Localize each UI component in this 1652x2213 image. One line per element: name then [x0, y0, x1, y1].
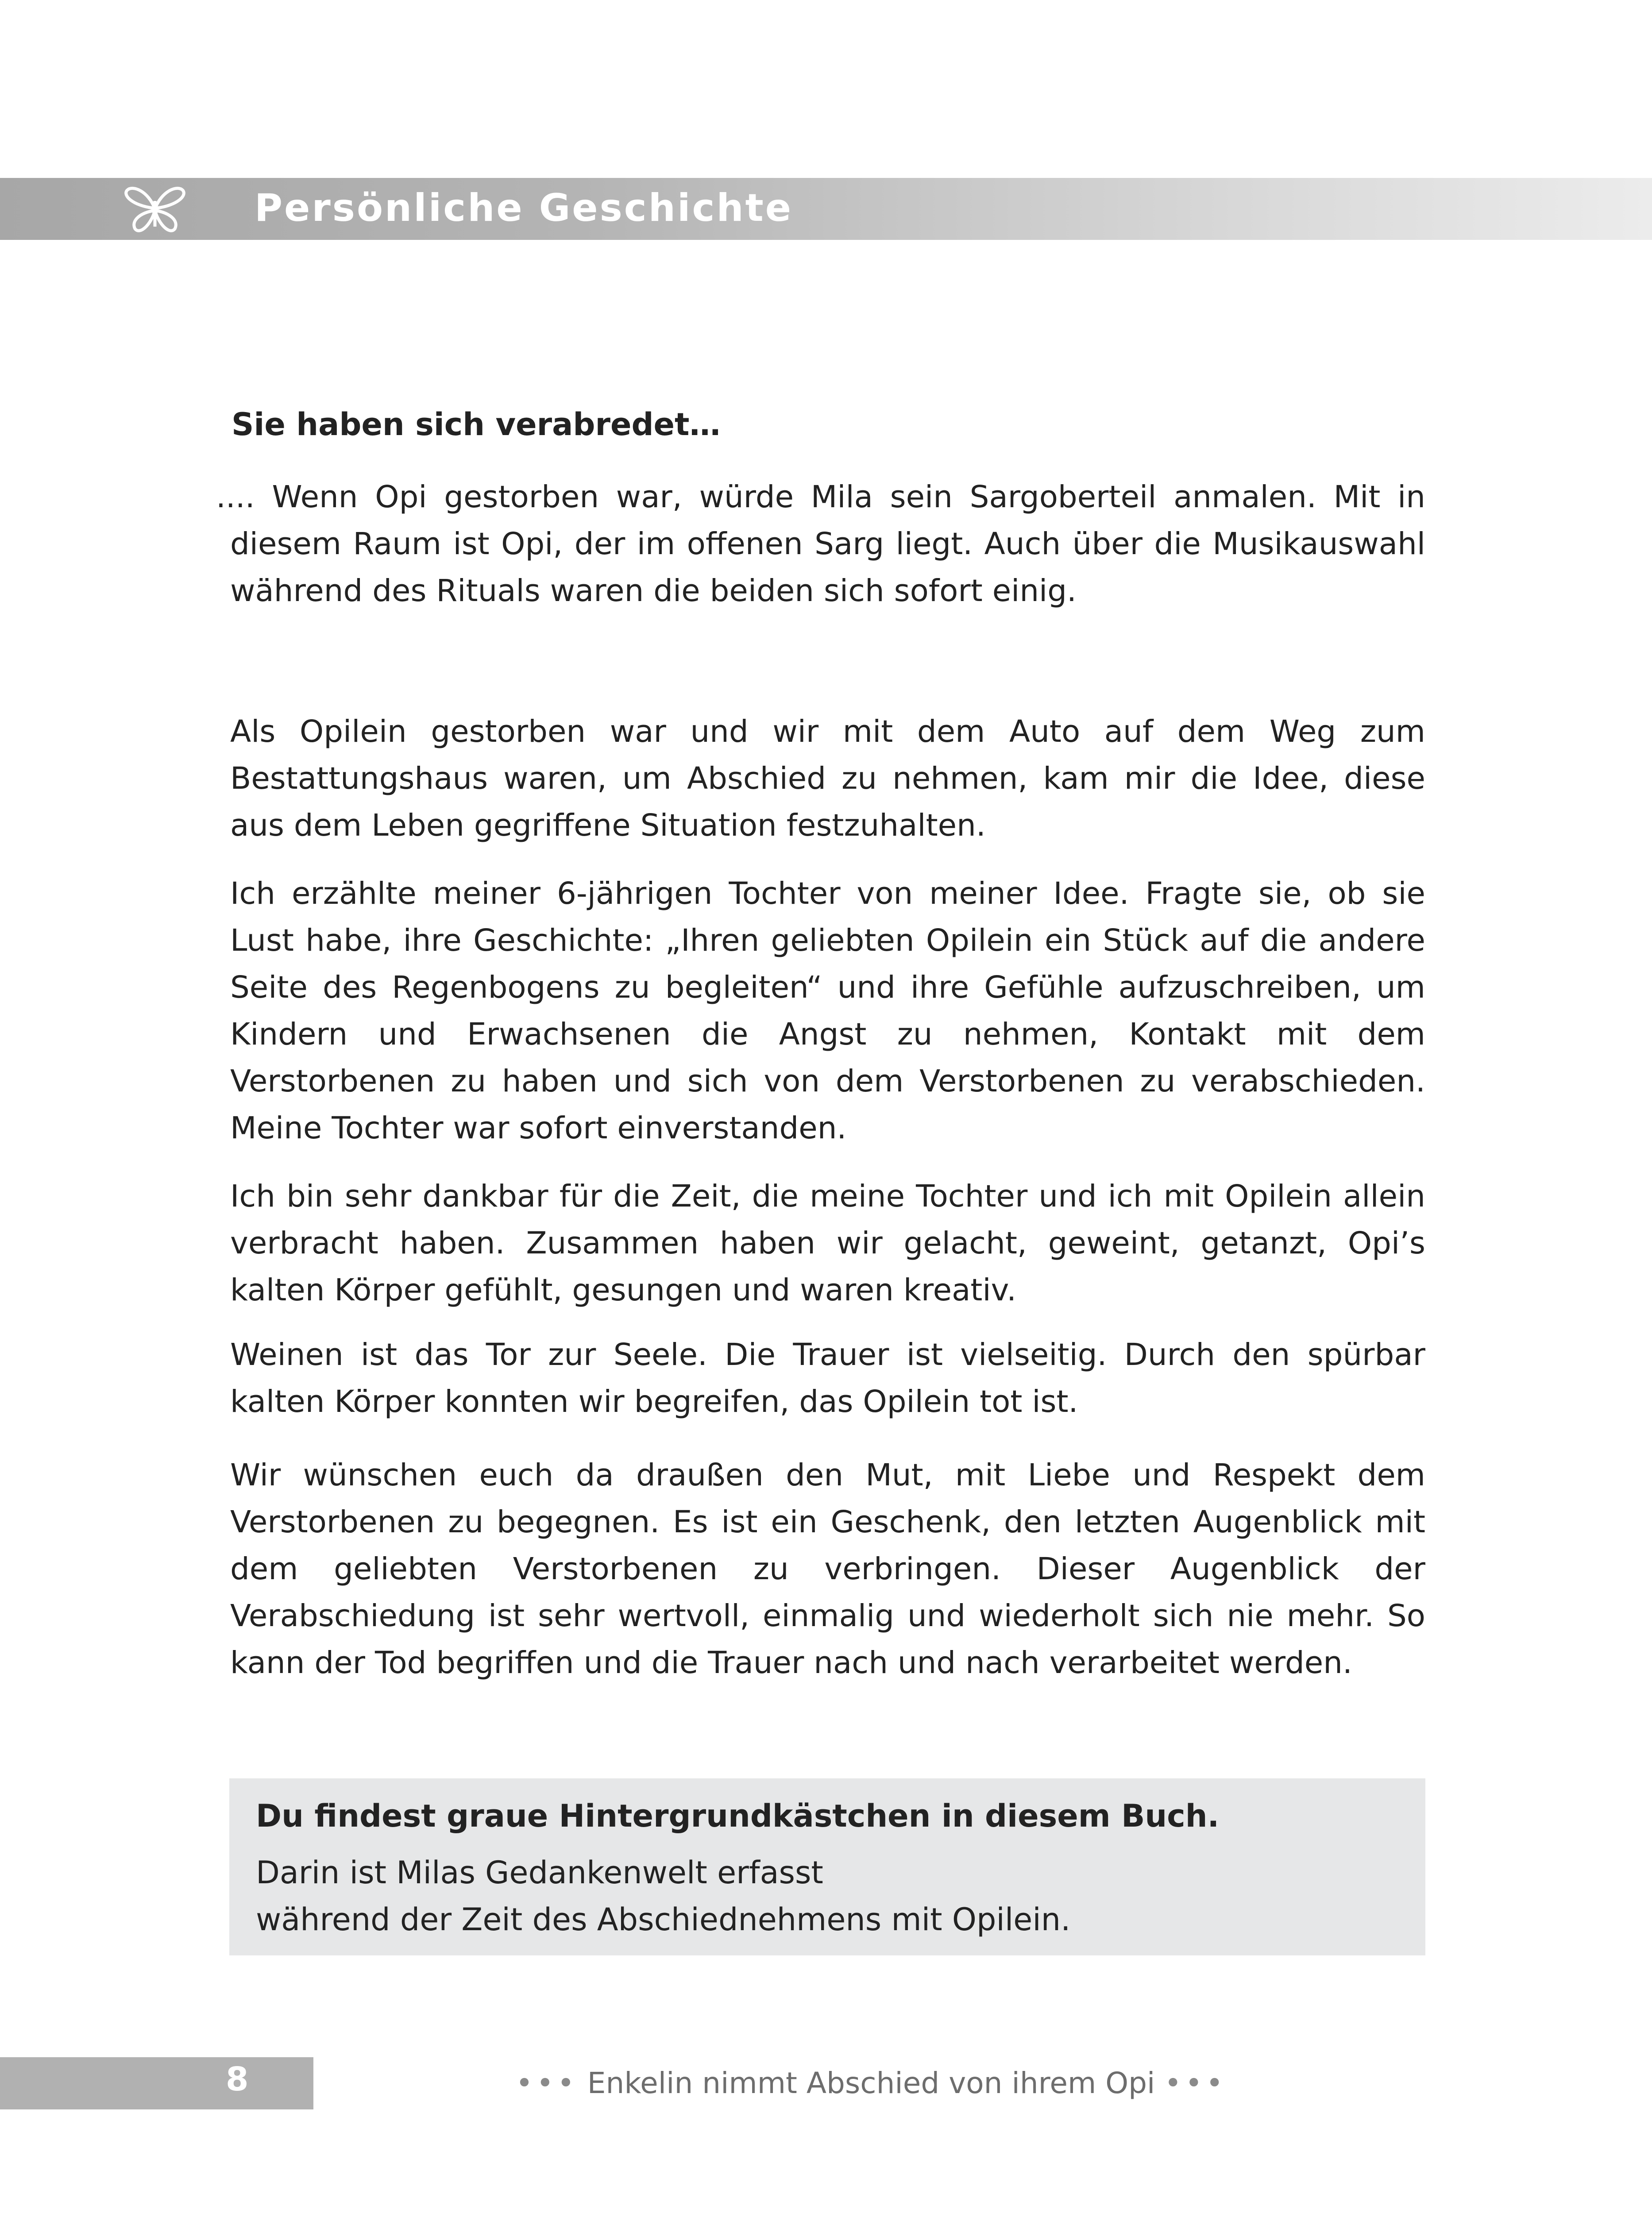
running-footer — [516, 2066, 1227, 2100]
paragraph: Als Opilein gestorben war und wir mit dem Auto auf dem Weg zum Bestattungshaus waren, um Abschied zu nehmen, kam mir die Idee, diese aus dem Leben gegriffene Situation festzuhalten. — [230, 714, 1425, 843]
header-band — [0, 178, 1652, 240]
info-box-line: Du findest graue Hintergrundkästchen in diesem Buch. — [256, 1798, 1220, 1834]
paragraph: Ich bin sehr dankbar für die Zeit, die meine Tochter und ich mit Opilein allein verbracht haben. Zusammen haben wir gelacht, geweint, getanzt, Opi’s kalten Körper gefühlt, gesungen und waren kreativ. — [230, 1179, 1425, 1308]
page-number-bar — [0, 2057, 313, 2109]
info-box-line: Darin ist Milas Gedankenwelt erfasst — [256, 1854, 823, 1891]
paragraph: Ich erzählte meiner 6-jährigen Tochter von meiner Idee. Fragte sie, ob sie Lust habe, ihre Geschichte: „Ihren geliebten Opilein ein Stück auf die andere Seite des Regenbogens zu begleiten“ und ihre Gefühle aufzuschreiben, um Kindern und Erwachsenen die Angst zu nehmen, Kontakt mit dem Verstorbenen zu haben und sich von dem Verstorbenen zu verabschieden. Meine Tochter war sofort einverstanden. — [230, 876, 1425, 1146]
paragraph: Wir wünschen euch da draußen den Mut, mit Liebe und Respekt dem Verstorbenen zu begegnen. Es ist ein Geschenk, den letzten Augenblick mit dem geliebten Verstorbenen zu verbringen. Dieser Augenblick der Verabschiedung ist sehr wertvoll, einmalig und wiederholt sich nie mehr. So kann der Tod begriffen und die Trauer nach und nach verarbeitet werden. — [230, 1457, 1425, 1681]
intro-paragraph: .... Wenn Opi gestorben war, würde Mila sein Sargoberteil anmalen. Mit in diesem Raum ist Opi, der im offenen Sarg liegt. Auch über die Musikauswahl während des Rituals waren die beiden sich sofort einig. — [216, 479, 1425, 609]
info-box-line: während der Zeit des Abschiednehmens mit Opilein. — [256, 1901, 1071, 1938]
paragraph: Weinen ist das Tor zur Seele. Die Trauer ist vielseitig. Durch den spürbar kalten Körper konnten wir begreifen, das Opilein tot ist. — [230, 1337, 1425, 1419]
section-title: Persönliche Geschichte — [255, 186, 793, 230]
page-number: 8 — [226, 2060, 249, 2098]
footer-dots-left: ••• — [516, 2066, 578, 2100]
butterfly-icon — [122, 182, 188, 235]
story-heading: Sie haben sich verabredet… — [232, 406, 721, 443]
book-title: Enkelin nimmt Abschied von ihrem Opi — [587, 2066, 1155, 2100]
footer-dots-right: ••• — [1164, 2066, 1227, 2100]
